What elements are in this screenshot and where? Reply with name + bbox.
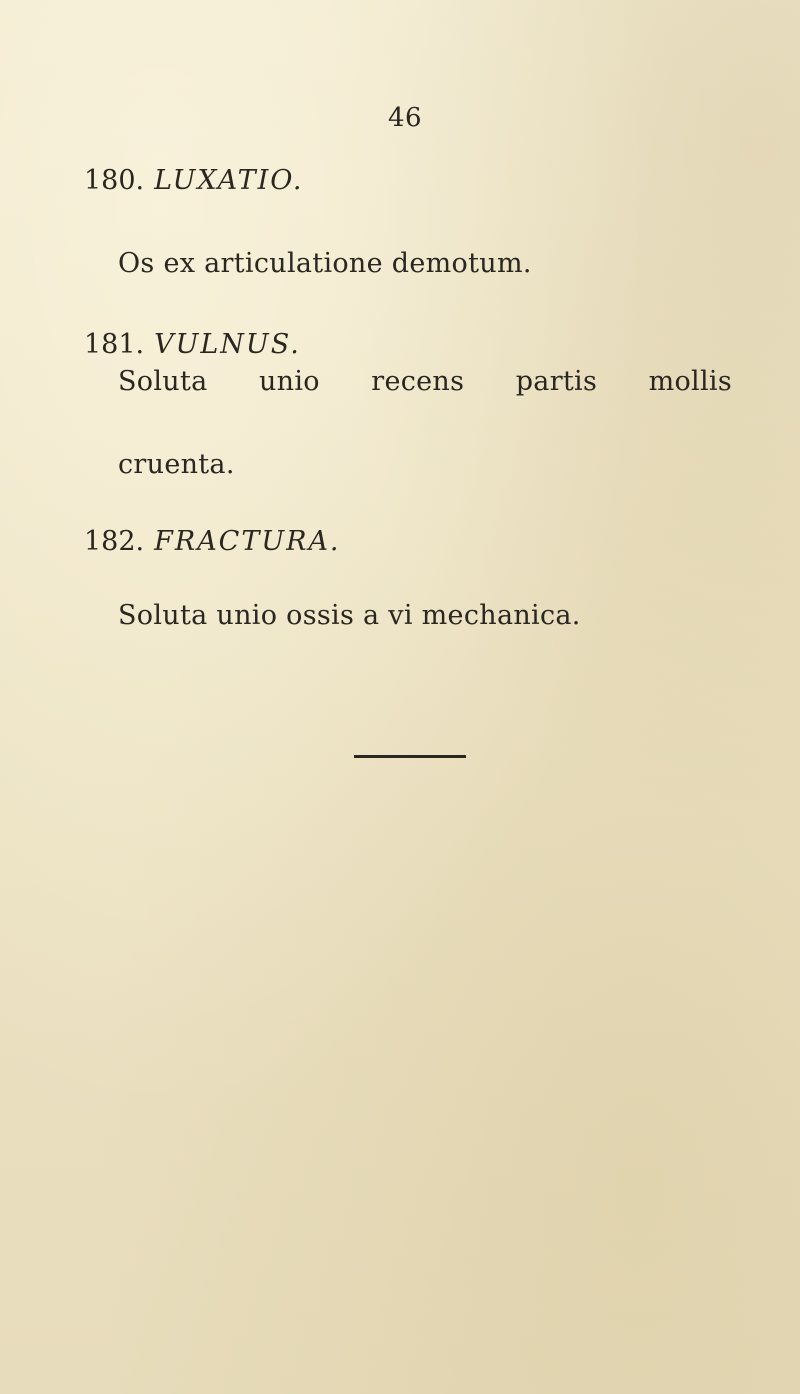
entry-heading-vulnus [84,328,301,362]
entry-heading-luxatio [84,164,303,198]
entry-term: VULNUS. [154,329,301,360]
entry-term: FRACTURA. [154,526,341,557]
entry-number: 181. [84,329,145,360]
section-divider [354,755,466,758]
entry-number: 180. [84,165,145,196]
entry-definition-line: Os ex articulatione demotum. [118,248,532,279]
page-number: 46 [387,103,423,133]
entry-term: LUXATIO. [154,165,304,196]
entry-definition-line: Soluta unio ossis a vi mechanica. [118,600,581,631]
entry-definition-line: Soluta unio recens partis mollis [118,366,732,397]
entry-definition-line: cruenta. [118,449,235,480]
entry-number: 182. [84,526,145,557]
entry-heading-fractura [84,525,341,559]
